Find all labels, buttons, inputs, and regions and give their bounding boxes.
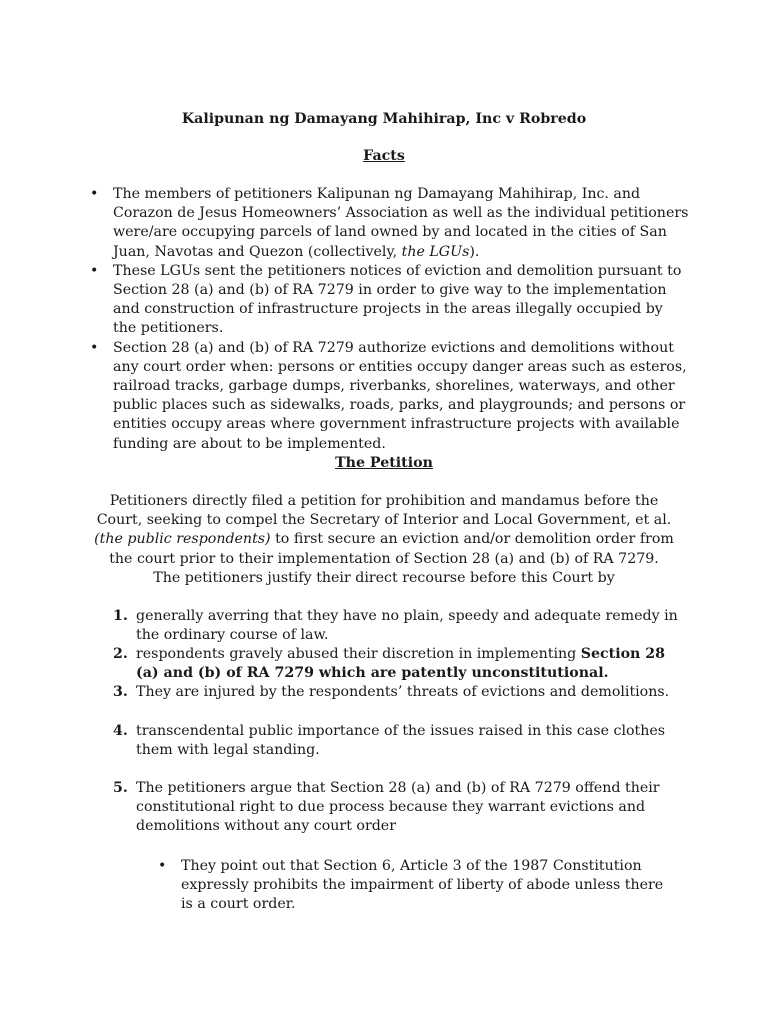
numbered-item: 5. The petitioners argue that Section 28 (a) and (b) of RA 7279 offend their constitutional right to due process because they warrant evictions and demolitions without any court order [113, 780, 660, 835]
numbered-item: 2. respondents gravely abused their discretion in implementing Section 28 (a) and (b) of RA 7279 which are patently unconstitutional. [113, 646, 666, 682]
facts-item: • These LGUs sent the petitioners notices of eviction and demolition pursuant to Section 28 (a) and (b) of RA 7279 in order to give way to the implementation and construction of infrastructure projects in the areas illegally occupied by the petitioners. [90, 262, 690, 339]
item-number: 1. [113, 608, 128, 624]
document-title: Kalipunan ng Damayang Mahihirap, Inc v Robredo [181, 111, 587, 127]
facts-item: • The members of petitioners Kalipunan ng Damayang Mahihirap, Inc. and Corazon de Jesus Homeowners’ Association as well as the individual petitioners were/are occupying parcels of land owned by and located in the cities of San Juan, Navotas and Quezon (collectively, the LGUs). [90, 185, 690, 262]
item-number: 3. [113, 684, 128, 700]
numbered-item: 1. generally averring that they have no plain, speedy and adequate remedy in the ordinary course of law. [113, 608, 678, 644]
numbered-item: 3. They are injured by the respondents’ threats of evictions and demolitions. [113, 683, 683, 702]
bullet-icon: • [158, 858, 167, 874]
facts-heading: Facts [363, 148, 405, 164]
facts-list [90, 185, 690, 454]
item-number: 2. [113, 646, 128, 662]
facts-item: • Section 28 (a) and (b) of RA 7279 authorize evictions and demolitions without any court order when: persons or entities occupy danger areas such as esteros, railroad tracks, garbage dumps, riverbanks, shorelines, waterways, and other public places such as sidewalks, roads, parks, and playgrounds; and persons or entities occupy areas where government infrastructure projects with available funding are about to be implemented. [90, 339, 690, 454]
item-number: 4. [113, 723, 128, 739]
petition-heading: The Petition [335, 455, 433, 471]
petition-intro: Petitioners directly filed a petition for prohibition and mandamus before the Court, seeking to compel the Secretary of Interior and Local Government, et al. (the public respondents) to first secure an eviction and/or demolition order from the court prior to their implementation of Section 28 (a) and (b) of RA 7279. [94, 493, 674, 567]
sub-bullet-item: • They point out that Section 6, Article 3 of the 1987 Constitution expressly prohibits the impairment of liberty of abode unless there is a court order. [158, 858, 664, 913]
numbered-item: 4. transcendental public importance of the issues raised in this case clothes them with legal standing. [113, 723, 666, 759]
item-number: 5. [113, 780, 128, 796]
petition-intro-2: The petitioners justify their direct recourse before this Court by [153, 570, 615, 586]
